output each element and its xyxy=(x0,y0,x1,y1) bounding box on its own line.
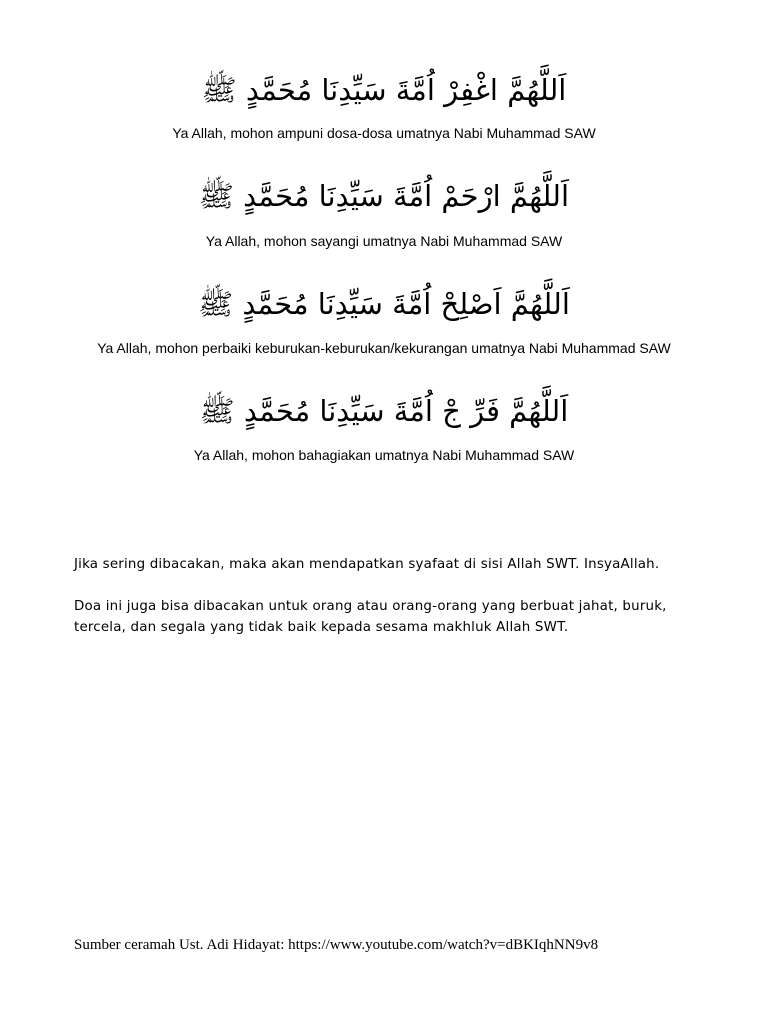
prayer-4-arabic: اَللَّهُمَّ فَرِّ جْ اُمَّةَ سَيِّدِنَا مُحَمَّدٍ ﷺ xyxy=(199,394,569,428)
prayer-2-translation: Ya Allah, mohon sayangi umatnya Nabi Muhammad SAW xyxy=(205,233,563,249)
prayer-4-translation: Ya Allah, mohon bahagiakan umatnya Nabi Muhammad SAW xyxy=(193,447,575,463)
prayer-2-arabic: اَللَّهُمَّ ارْحَمْ اُمَّةَ سَيِّدِنَا مُحَمَّدٍ ﷺ xyxy=(198,179,570,213)
note-doa-usage: Doa ini juga bisa dibacakan untuk orang atau orang-orang yang berbuat jahat, buruk, tercela, dan segala yang tidak baik kepada sesama makhluk Allah SWT. xyxy=(74,599,667,635)
prayer-3-arabic: اَللَّهُمَّ اَصْلِحْ اُمَّةَ سَيِّدِنَا مُحَمَّدٍ ﷺ xyxy=(198,287,570,321)
prayer-1-arabic: اَللَّهُمَّ اغْفِرْ اُمَّةَ سَيِّدِنَا مُحَمَّدٍ ﷺ xyxy=(201,73,567,107)
note-syafaat: Jika sering dibacakan, maka akan mendapatkan syafaat di sisi Allah SWT. InsyaAllah. xyxy=(74,557,660,572)
prayer-1-translation: Ya Allah, mohon ampuni dosa-dosa umatnya Nabi Muhammad SAW xyxy=(172,125,596,141)
prayer-3-translation: Ya Allah, mohon perbaiki keburukan-keburukan/kekurangan umatnya Nabi Muhammad SAW xyxy=(97,340,671,356)
source-reference: Sumber ceramah Ust. Adi Hidayat: https://www.youtube.com/watch?v=dBKIqhNN9v8 xyxy=(74,937,599,953)
